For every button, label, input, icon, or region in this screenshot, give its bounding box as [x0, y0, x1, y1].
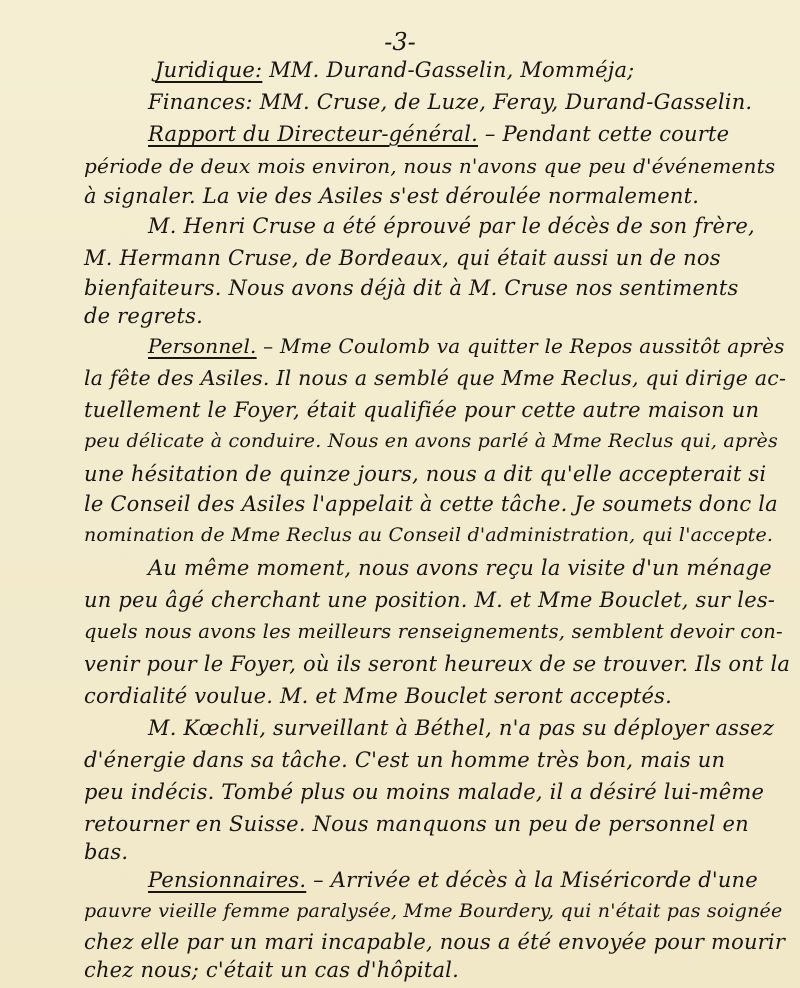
handwritten-line: le Conseil des Asiles l'appelait à cette tâche. Je soumets donc la [84, 492, 778, 516]
handwritten-line: cordialité voulue. M. et Mme Bouclet seront acceptés. [84, 684, 673, 708]
handwritten-line: de regrets. [84, 304, 204, 328]
handwritten-line: Personnel. – Mme Coulomb va quitter le Repos aussitôt après [148, 334, 785, 358]
handwritten-line: période de deux mois environ, nous n'avons que peu d'événements [84, 154, 776, 178]
handwritten-line: d'énergie dans sa tâche. C'est un homme très bon, mais un [84, 748, 726, 772]
handwritten-line: M. Henri Cruse a été éprouvé par le décès de son frère, [148, 214, 755, 238]
handwritten-line: à signaler. La vie des Asiles s'est déroulée normalement. [84, 184, 700, 208]
handwritten-line: Pensionnaires. – Arrivée et décès à la Miséricorde d'une [148, 868, 758, 892]
handwritten-line: tuellement le Foyer, était qualifiée pour cette autre maison un [84, 398, 760, 422]
section-heading: Juridique: [155, 58, 263, 82]
handwritten-line: bas. [84, 840, 129, 864]
handwritten-line: un peu âgé cherchant une position. M. et Mme Bouclet, sur les- [84, 588, 776, 612]
handwritten-line: M. Kœchli, surveillant à Béthel, n'a pas su déployer assez [148, 716, 774, 740]
handwritten-line: une hésitation de quinze jours, nous a dit qu'elle accepterait si [84, 462, 767, 486]
handwritten-line: retourner en Suisse. Nous manquons un peu de personnel en [84, 812, 749, 836]
handwritten-line: chez nous; c'était un cas d'hôpital. [84, 958, 459, 982]
handwritten-line: pauvre vieille femme paralysée, Mme Bourdery, qui n'était pas soignée [84, 900, 783, 922]
handwritten-line: Au même moment, nous avons reçu la visite d'un ménage [148, 556, 772, 580]
handwritten-line: venir pour le Foyer, où ils seront heureux de se trouver. Ils ont la [84, 652, 791, 676]
handwritten-line: quels nous avons les meilleurs renseignements, semblent devoir con- [84, 620, 783, 643]
page-number: -3- [384, 28, 416, 56]
handwritten-line: Juridique: MM. Durand-Gasselin, Momméja; [155, 58, 635, 82]
handwritten-line: peu indécis. Tombé plus ou moins malade, il a désiré lui-même [84, 780, 765, 804]
section-heading: Rapport du Directeur-général. [148, 122, 479, 146]
handwritten-line: chez elle par un mari incapable, nous a été envoyée pour mourir [84, 930, 786, 954]
section-heading: Personnel. [148, 334, 257, 358]
handwritten-line: nomination de Mme Reclus au Conseil d'administration, qui l'accepte. [84, 524, 774, 546]
handwritten-line: M. Hermann Cruse, de Bordeaux, qui était aussi un de nos [84, 246, 721, 270]
handwritten-line: bienfaiteurs. Nous avons déjà dit à M. Cruse nos sentiments [84, 276, 739, 300]
handwritten-line: peu délicate à conduire. Nous en avons parlé à Mme Reclus qui, après [84, 430, 778, 452]
handwritten-line: Rapport du Directeur-général. – Pendant cette courte [148, 122, 730, 146]
handwritten-line: Finances: MM. Cruse, de Luze, Feray, Durand-Gasselin. [148, 90, 753, 114]
section-heading: Pensionnaires. [148, 868, 307, 892]
handwritten-line: la fête des Asiles. Il nous a semblé que Mme Reclus, qui dirige ac- [84, 366, 787, 390]
